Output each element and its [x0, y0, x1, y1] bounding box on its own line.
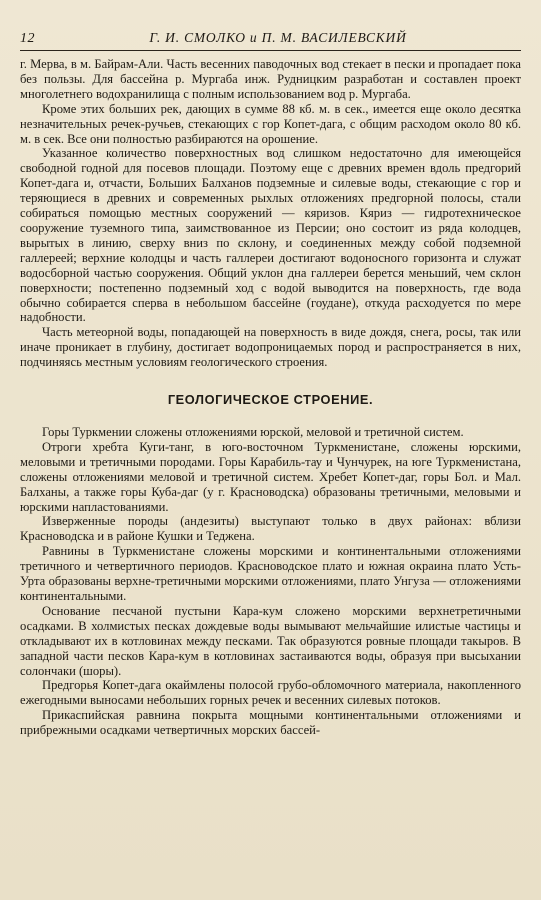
- paragraph: Часть метеорной воды, попадающей на поверхность в виде дождя, снега, росы, так или иначе проникает в глубину, достигает водопроницаемых пород и распространяется в них, подчиняясь местным условиям геологического строения.: [20, 325, 521, 370]
- page-number: 12: [20, 31, 35, 46]
- paragraph: Основание песчаной пустыни Кара-кум сложено морскими верхнетретичными осадками. В холмистых песках дождевые воды вымывают мельчайшие илистые частицы и откладывают их в котловинах между песками. Так образуются ровные площади такыров. В западной части песков Кара-кум в котловинах застаиваются воды, образуя при высыхании солончаки (шоры).: [20, 603, 521, 678]
- running-header: [20, 30, 521, 51]
- paragraph: Горы Туркмении сложены отложениями юрской, меловой и третичной систем.: [42, 425, 464, 440]
- running-head-authors: Г. И. СМОЛКО и П. М. ВАСИЛЕВСКИЙ: [149, 30, 407, 45]
- paragraph: Предгорья Копет-дага окаймлены полосой грубо-обломочного материала, накопленного ежегодными выносами небольших горных речек и весенних силевых потоков.: [20, 678, 521, 708]
- section-heading: ГЕОЛОГИЧЕСКОЕ СТРОЕНИЕ.: [167, 392, 374, 408]
- section-geology: [20, 425, 521, 738]
- paragraph: Кроме этих больших рек, дающих в сумме 88 кб. м. в сек., имеется еще около десятка незначительных речек-ручьев, стекающих с гор Копет-дага, с общим расходом около 80 кб. м. в сек. Все они полностью разбираются на орошение.: [20, 101, 521, 146]
- section-hydrology-continued: [20, 57, 521, 370]
- paragraph: Прикаспийская равнина покрыта мощными континентальными отложениями и прибрежными осадками четвертичных морских бассей-: [20, 708, 521, 738]
- paragraph: Указанное количество поверхностных вод слишком недостаточно для имеющейся свободной годной для посевов площади. Поэтому еще с древних времен вдоль предгорий Копет-дага и, отчасти, Больших Балханов подземные и силевые воды, стекающие с гор и теряющиеся в древних и современных рыхлых отложениях предгорной полосы, стали собираться помощью местных сооружений — кяризов. Кяриз — гидротехническое сооружение туземного типа, заимствованное из Персии; оно состоит из ряда колодцев, вырытых в линию, сверху вниз по склону, и соединенных между собой подземной галлереей; верхние колодцы и часть галлереи достигают водоносного горизонта и служат водосборной частью сооружения. Общий уклон дна галлереи берется меньший, чем склон поверхности; постепенно подземный ход с водой выводится на поверхность, где вода обычно собирается сперва в небольшом бассейне (гоудане), откуда расходуется по мере надобности.: [20, 146, 521, 325]
- paragraph: Отроги хребта Куги-танг, в юго-восточном Туркменистане, сложены юрскими, меловыми и третичными породами. Горы Карабиль-тау и Чунчурек, на юге Туркменистана, сложены отложениями меловой и третичной систем. Хребет Копет-даг, горы Бол. и Мал. Балханы, а также горы Куба-даг (у г. Красноводска) образованы третичными, меловыми и юрскими напластованиями.: [20, 439, 521, 514]
- paragraph: Изверженные породы (андезиты) выступают только в двух районах: вблизи Красноводска и в районе Кушки и Теджена.: [20, 514, 521, 544]
- paragraph: Равнины в Туркменистане сложены морскими и континентальными отложениями третичного и четвертичного периодов. Красноводское плато и южная окраина плато Усть-Урта образованы верхне-третичными морскими отложениями, плато Унгуза — отложениями континентальными.: [20, 544, 521, 603]
- paragraph: г. Мерва, в м. Байрам-Али. Часть весенних паводочных вод стекает в пески и пропадает пока без пользы. Для бассейна р. Мургаба инж. Рудницким разработан и составлен проект многолетнего водохранилища с полным использованием вод р. Мургаба.: [20, 57, 521, 101]
